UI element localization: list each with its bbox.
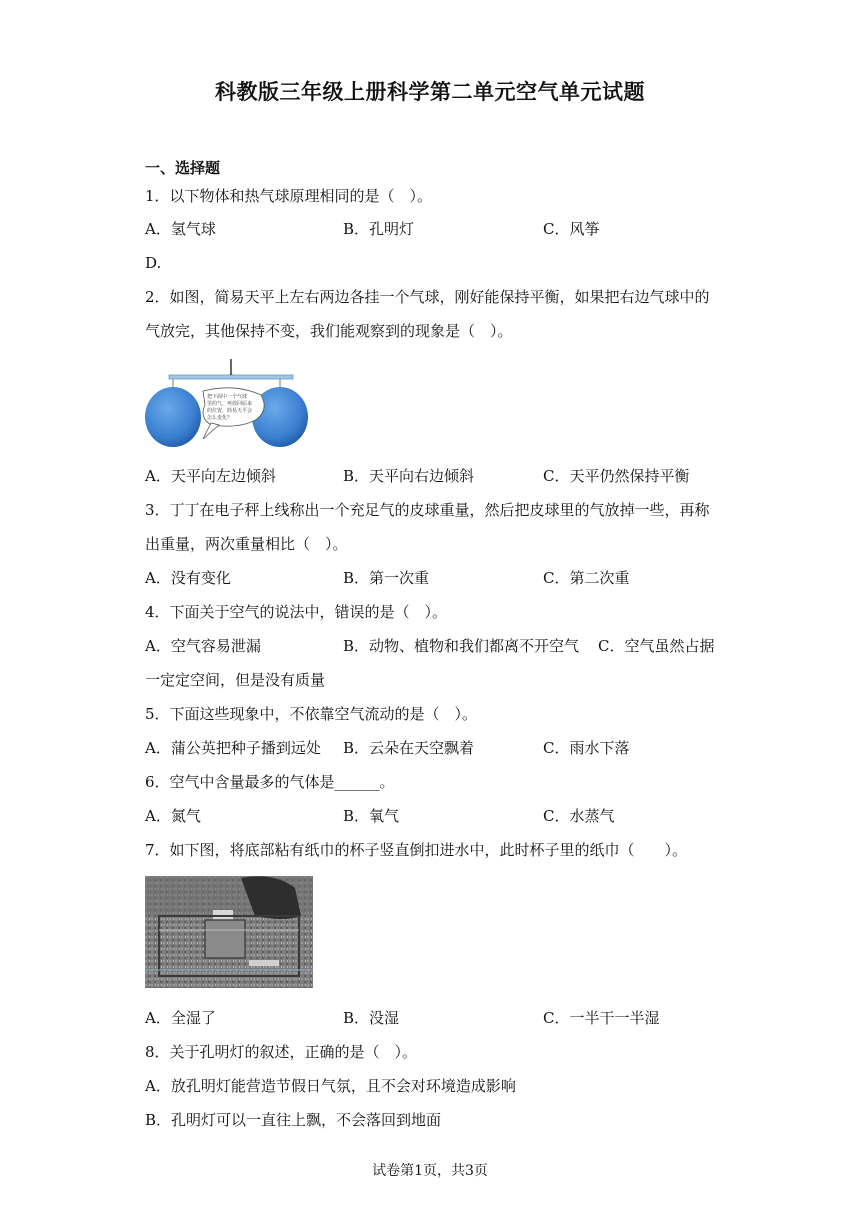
question-7-option-b: B．没湿 [343,1009,400,1027]
question-4-option-c: C．空气虽然占据 [598,637,715,655]
question-1-option-c: C．风筝 [543,220,600,238]
section-heading: 一、选择题 [145,159,221,177]
question-3-option-a: A．没有变化 [145,569,231,587]
question-6-option-a: A．氮气 [145,807,201,825]
question-5-stem: 5．下面这些现象中，不依靠空气流动的是（ ）。 [145,705,478,723]
question-7-option-c: C．一半干一半湿 [543,1009,660,1027]
question-2-stem-line2: 气放完，其他保持不变，我们能观察到的现象是（ ）。 [145,322,513,340]
question-6-stem: 6．空气中含量最多的气体是______。 [145,773,395,791]
question-2-option-b: B．天平向右边倾斜 [343,467,475,485]
fig-caption-4: 怎么变化？ [207,415,233,421]
page-title: 科教版三年级上册科学第二单元空气单元试题 [215,79,645,104]
question-3-option-b: B．第一次重 [343,569,430,587]
question-6-option-b: B．氧气 [343,807,400,825]
question-2-option-c: C．天平仍然保持平衡 [543,467,690,485]
question-8-option-b: B．孔明灯可以一直往上飘，不会落回到地面 [145,1111,442,1129]
cup-in-water-photo [145,876,313,988]
left-balloon [145,387,201,447]
fig-caption-1: 把下面中一个气球 [207,394,248,400]
question-4-option-b: B．动物、植物和我们都离不开空气 [343,637,580,655]
question-5-option-b: B．云朵在天空飘着 [343,739,475,757]
question-7-stem: 7．如下图，将底部粘有纸巾的杯子竖直倒扣进水中，此时杯子里的纸巾（ ）。 [145,841,688,859]
fig-caption-2: 里的气，再放回原来 [207,401,253,407]
question-1-stem: 1．以下物体和热气球原理相同的是（ ）。 [145,187,433,205]
question-1-option-b: B．孔明灯 [343,220,415,238]
question-8-option-a: A．放孔明灯能营造节假日气氛，且不会对环境造成影响 [145,1077,516,1095]
question-3-stem-line1: 3．丁丁在电子秤上线称出一个充足气的皮球重量，然后把皮球里的气放掉一些，再称 [145,501,710,519]
question-2-option-a: A．天平向左边倾斜 [145,467,276,485]
question-1-option-d: D. [145,254,162,272]
question-5-option-c: C．雨水下落 [543,739,630,757]
question-1-option-a: A．氢气球 [145,220,216,238]
fig-caption-3: 的位置，简易天平会 [207,408,253,414]
question-4-option-c-continued: 一定定空间，但是没有质量 [145,671,326,689]
question-4-stem: 4．下面关于空气的说法中，错误的是（ ）。 [145,603,448,621]
page-footer: 试卷第1页，共3页 [372,1163,488,1179]
question-6-option-c: C．水蒸气 [543,807,615,825]
balance-balloon-figure [145,357,315,449]
question-8-stem: 8．关于孔明灯的叙述，正确的是（ ）。 [145,1043,418,1061]
question-4-option-a: A．空气容易泄漏 [145,637,261,655]
question-3-option-c: C．第二次重 [543,569,630,587]
question-5-option-a: A．蒲公英把种子播到远处 [145,739,321,757]
question-7-option-a: A．全湿了 [145,1009,216,1027]
question-2-stem-line1: 2．如图，简易天平上左右两边各挂一个气球，刚好能保持平衡，如果把右边气球中的 [145,288,710,306]
question-3-stem-line2: 出重量，两次重量相比（ ）。 [145,535,348,553]
